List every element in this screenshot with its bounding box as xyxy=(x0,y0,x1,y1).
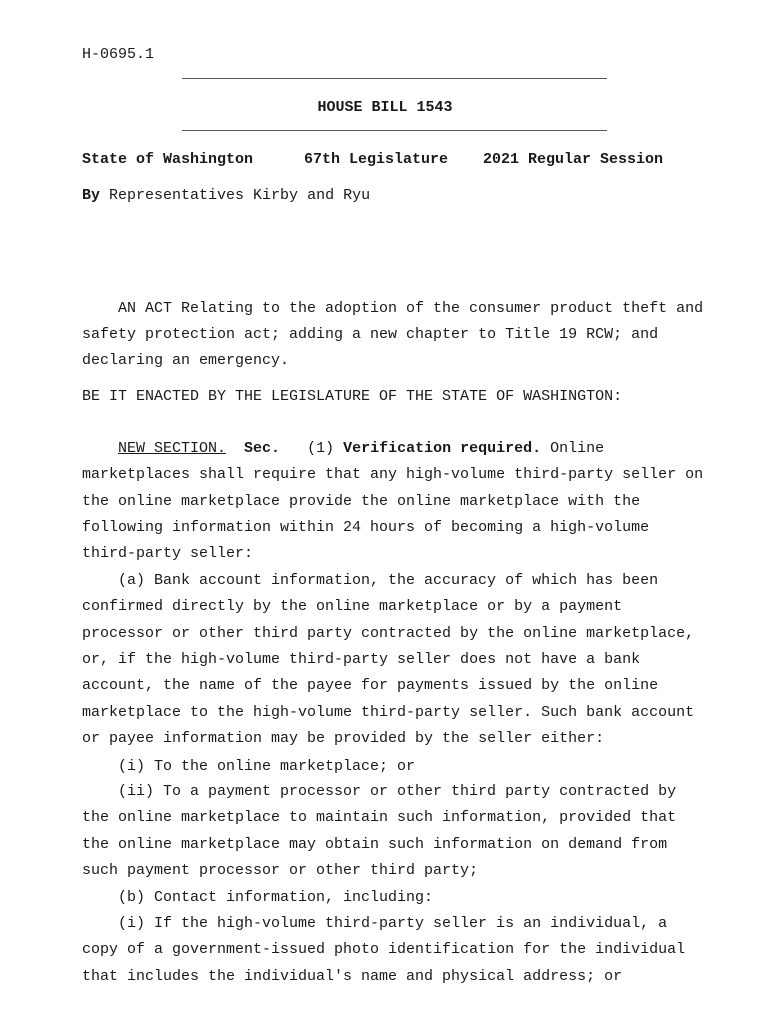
body-line: confirmed directly by the online marketplace or by a payment xyxy=(82,598,623,615)
body-line: copy of a government-issued photo identification for the individual xyxy=(82,941,686,958)
act-line: safety protection act; adding a new chapter to Title 19 RCW; and xyxy=(82,326,659,343)
session-label: 2021 Regular Session xyxy=(483,151,664,168)
legislature-label: 67th Legislature xyxy=(304,151,449,168)
body-line: or, if the high-volume third-party seller does not have a bank xyxy=(82,651,641,668)
body-line: or payee information may be provided by the seller either: xyxy=(82,730,605,747)
body-line: the online marketplace provide the online marketplace with the xyxy=(82,493,641,510)
sec-label: Sec. xyxy=(244,440,281,457)
body-line: marketplace to the high-volume third-party seller. Such bank account xyxy=(82,704,695,721)
body-line: following information within 24 hours of becoming a high-volume xyxy=(82,519,650,536)
body-line: third-party seller: xyxy=(82,545,254,562)
body-line: (a) Bank account information, the accuracy of which has been xyxy=(118,572,659,589)
enacting-clause: BE IT ENACTED BY THE LEGISLATURE OF THE STATE OF WASHINGTON: xyxy=(82,388,623,405)
state-label: State of Washington xyxy=(82,151,254,168)
sub-number: (1) xyxy=(307,440,335,457)
act-line: declaring an emergency. xyxy=(82,352,290,369)
sponsors: Representatives Kirby and Ryu xyxy=(109,187,371,204)
body-line: marketplaces shall require that any high-volume third-party seller on xyxy=(82,466,704,483)
section-heading: Verification required. xyxy=(343,440,542,457)
section-first-text: Online xyxy=(550,440,605,457)
body-line: such payment processor or other third party; xyxy=(82,862,479,879)
body-line: that includes the individual's name and physical address; or xyxy=(82,968,623,985)
title-rule-bottom xyxy=(182,130,607,131)
body-line: (i) To the online marketplace; or xyxy=(118,758,416,775)
body-line: the online marketplace to maintain such information, provided that xyxy=(82,809,677,826)
bill-title: HOUSE BILL 1543 xyxy=(317,99,453,116)
section-heading-line xyxy=(118,440,604,458)
document-id: H-0695.1 xyxy=(82,46,155,63)
body-line: the online marketplace may obtain such information on demand from xyxy=(82,836,668,853)
body-line: account, the name of the payee for payments issued by the online xyxy=(82,677,659,694)
body-line: (i) If the high-volume third-party seller is an individual, a xyxy=(118,915,668,932)
by-label: By xyxy=(82,187,101,204)
body-line: (ii) To a payment processor or other third party contracted by xyxy=(118,783,677,800)
body-line: (b) Contact information, including: xyxy=(118,889,434,906)
new-section-label: NEW SECTION. xyxy=(118,440,227,457)
title-rule-top xyxy=(182,78,607,79)
sponsors-line xyxy=(82,187,370,205)
act-line: AN ACT Relating to the adoption of the consumer product theft and xyxy=(118,300,704,317)
body-line: processor or other third party contracted by the online marketplace, xyxy=(82,625,695,642)
